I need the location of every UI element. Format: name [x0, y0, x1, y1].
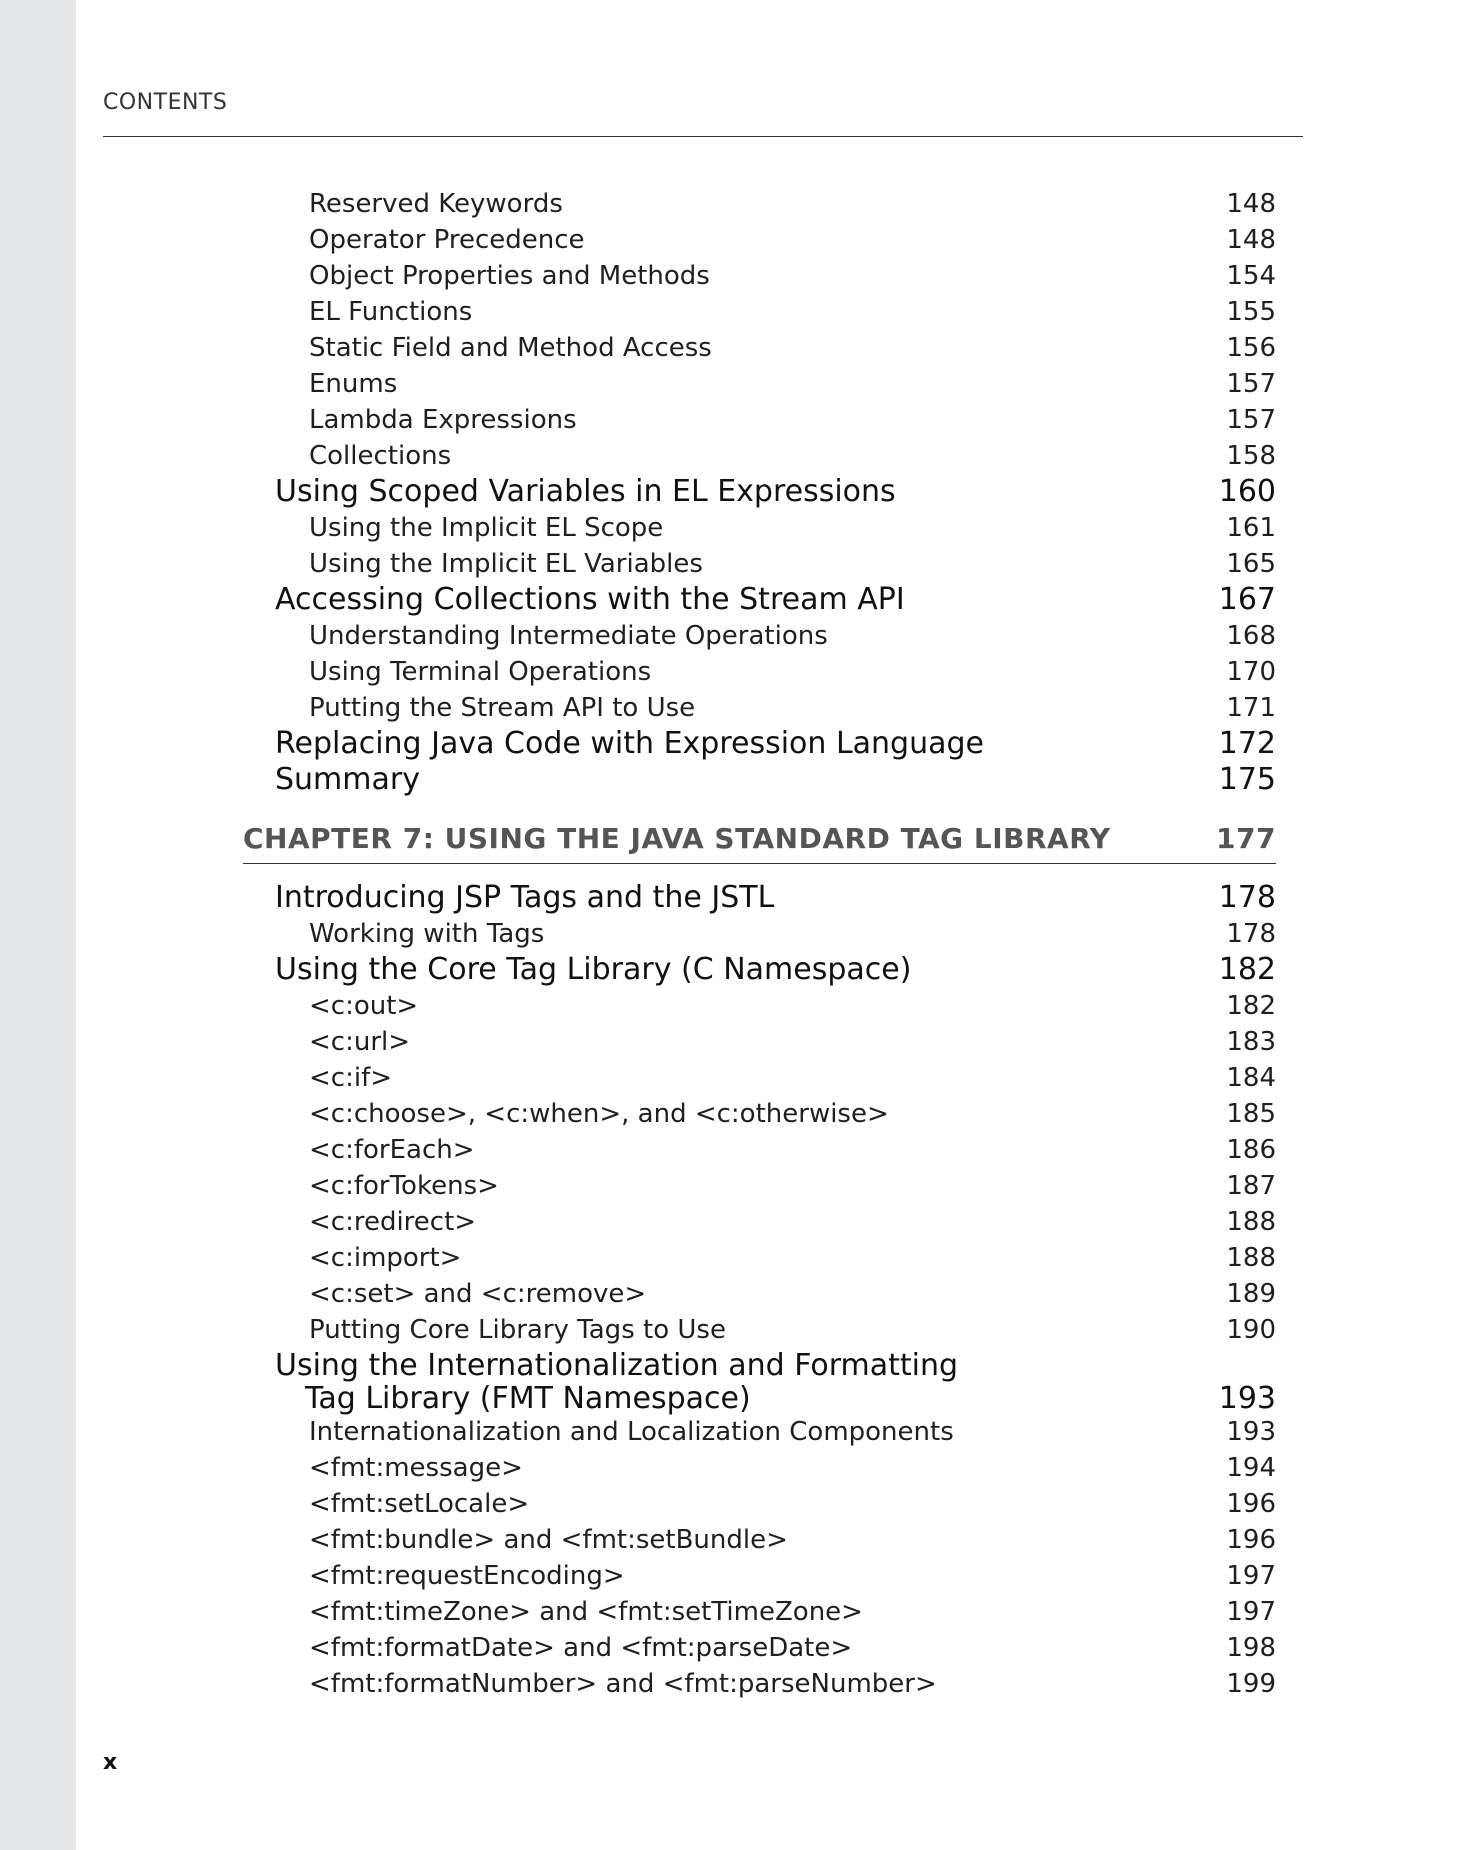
- toc-entry-page: 197: [1226, 1597, 1276, 1627]
- toc-entry-subsection[interactable]: [243, 1414, 1276, 1450]
- toc-entry-subsection[interactable]: [243, 1024, 1276, 1060]
- toc-entry-title: Reserved Keywords: [309, 189, 563, 219]
- toc-entry-subsection[interactable]: [243, 366, 1276, 402]
- toc-entry-page: 189: [1226, 1279, 1276, 1309]
- toc-entry-subsection[interactable]: [243, 546, 1276, 582]
- toc-entry-subsection[interactable]: [243, 1312, 1276, 1348]
- toc-entry-title: Operator Precedence: [309, 225, 585, 255]
- toc-entry-subsection[interactable]: [243, 1594, 1276, 1630]
- toc-entry-title: Internationalization and Localization Components: [309, 1417, 954, 1447]
- toc-entry-title: Object Properties and Methods: [309, 261, 710, 291]
- toc-entry-subsection[interactable]: [243, 258, 1276, 294]
- toc-entry-subsection[interactable]: [243, 186, 1276, 222]
- chapter-heading[interactable]: [243, 822, 1276, 864]
- toc-entry-subsection[interactable]: [243, 1558, 1276, 1594]
- toc-entry-subsection[interactable]: [243, 1240, 1276, 1276]
- toc-entry-page: 198: [1226, 1633, 1276, 1663]
- toc-entry-subsection[interactable]: [243, 1060, 1276, 1096]
- toc-entry-title: <c:out>: [309, 991, 419, 1021]
- toc-entry-title: <fmt:timeZone> and <fmt:setTimeZone>: [309, 1597, 863, 1627]
- toc-entry-subsection[interactable]: [243, 1522, 1276, 1558]
- toc-entry-section[interactable]: [243, 474, 1276, 510]
- toc-entry-title: <c:redirect>: [309, 1207, 477, 1237]
- toc-entry-page: 170: [1226, 657, 1276, 687]
- toc-entry-section[interactable]: [243, 762, 1276, 798]
- toc-entry-page: 183: [1226, 1027, 1276, 1057]
- toc-entry-title: Using the Internationalization and Formatting: [275, 1348, 959, 1383]
- toc-entry-title: <c:forEach>: [309, 1135, 475, 1165]
- toc-entry-page: 196: [1226, 1525, 1276, 1555]
- table-of-contents: [243, 186, 1276, 1702]
- running-head: CONTENTS: [103, 90, 228, 115]
- toc-entry-title: Replacing Java Code with Expression Language: [275, 726, 984, 761]
- toc-entry-subsection[interactable]: [243, 1132, 1276, 1168]
- toc-entry-title: <fmt:setLocale>: [309, 1489, 530, 1519]
- toc-entry-page: 184: [1226, 1063, 1276, 1093]
- toc-entry-page: 193: [1226, 1417, 1276, 1447]
- toc-entry-title: <fmt:bundle> and <fmt:setBundle>: [309, 1525, 788, 1555]
- toc-entry-page: 199: [1226, 1669, 1276, 1699]
- toc-entry-title: Lambda Expressions: [309, 405, 577, 435]
- toc-section-top: [243, 186, 1276, 798]
- toc-entry-title: <fmt:requestEncoding>: [309, 1561, 625, 1591]
- toc-entry-subsection[interactable]: [243, 438, 1276, 474]
- toc-entry-page: 182: [1226, 991, 1276, 1021]
- toc-entry-page: 165: [1226, 549, 1276, 579]
- toc-entry-page: 187: [1226, 1171, 1276, 1201]
- toc-entry-subsection[interactable]: [243, 1168, 1276, 1204]
- toc-entry-subsection[interactable]: [243, 618, 1276, 654]
- toc-entry-page: 188: [1226, 1243, 1276, 1273]
- toc-entry-title: Using the Implicit EL Scope: [309, 513, 664, 543]
- toc-entry-subsection[interactable]: [243, 1666, 1276, 1702]
- toc-entry-page: 193: [1218, 1381, 1276, 1416]
- toc-entry-subsection[interactable]: [243, 1096, 1276, 1132]
- toc-entry-subsection[interactable]: [243, 654, 1276, 690]
- toc-entry-page: 158: [1226, 441, 1276, 471]
- toc-entry-page: 175: [1218, 762, 1276, 797]
- toc-entry-page: 160: [1218, 474, 1276, 509]
- toc-entry-page: 157: [1226, 369, 1276, 399]
- toc-entry-page: 156: [1226, 333, 1276, 363]
- toc-entry-section[interactable]: [243, 726, 1276, 762]
- toc-entry-page: 154: [1226, 261, 1276, 291]
- toc-entry-title: Static Field and Method Access: [309, 333, 712, 363]
- toc-entry-page: 190: [1226, 1315, 1276, 1345]
- toc-entry-title: Using the Implicit EL Variables: [309, 549, 703, 579]
- toc-entry-title: Understanding Intermediate Operations: [309, 621, 828, 651]
- toc-entry-title: Introducing JSP Tags and the JSTL: [275, 880, 775, 915]
- toc-entry-title: <fmt:message>: [309, 1453, 523, 1483]
- toc-entry-title: <c:if>: [309, 1063, 393, 1093]
- toc-entry-page: 178: [1226, 919, 1276, 949]
- chapter-title: CHAPTER 7: USING THE JAVA STANDARD TAG LIBRARY: [243, 822, 1111, 855]
- toc-entry-title: Summary: [275, 762, 420, 797]
- toc-entry-title: Working with Tags: [309, 919, 545, 949]
- toc-entry-page: 157: [1226, 405, 1276, 435]
- toc-entry-subsection[interactable]: [243, 1486, 1276, 1522]
- toc-entry-title: Enums: [309, 369, 398, 399]
- toc-entry-title: Using Scoped Variables in EL Expressions: [275, 474, 896, 509]
- toc-entry-subsection[interactable]: [243, 402, 1276, 438]
- toc-entry-title: Collections: [309, 441, 452, 471]
- toc-entry-section[interactable]: [243, 582, 1276, 618]
- header-rule: [103, 136, 1303, 137]
- toc-entry-subsection[interactable]: [243, 1630, 1276, 1666]
- toc-entry-page: 182: [1218, 952, 1276, 987]
- toc-entry-title: Using the Core Tag Library (C Namespace): [275, 952, 912, 987]
- toc-entry-page: 167: [1218, 582, 1276, 617]
- toc-entry-title: EL Functions: [309, 297, 473, 327]
- page-number: x: [103, 1750, 118, 1775]
- toc-entry-subsection[interactable]: [243, 222, 1276, 258]
- toc-entry-page: 178: [1218, 880, 1276, 915]
- toc-entry-title: Accessing Collections with the Stream API: [275, 582, 905, 617]
- toc-section-chapter: [243, 880, 1276, 1702]
- toc-entry-page: 168: [1226, 621, 1276, 651]
- toc-entry-title: Putting Core Library Tags to Use: [309, 1315, 726, 1345]
- toc-entry-subsection[interactable]: [243, 330, 1276, 366]
- toc-entry-title: <c:url>: [309, 1027, 411, 1057]
- toc-entry-title: Using Terminal Operations: [309, 657, 652, 687]
- toc-entry-title: <fmt:formatDate> and <fmt:parseDate>: [309, 1633, 853, 1663]
- toc-entry-title-continued: [275, 1381, 1276, 1416]
- toc-entry-title-line2: Tag Library (FMT Namespace): [305, 1381, 751, 1416]
- toc-entry-subsection[interactable]: [243, 1204, 1276, 1240]
- toc-entry-title: <c:choose>, <c:when>, and <c:otherwise>: [309, 1099, 889, 1129]
- chapter-page: 177: [1216, 822, 1276, 855]
- toc-entry-page: 155: [1226, 297, 1276, 327]
- toc-entry-page: 161: [1226, 513, 1276, 543]
- toc-entry-title: <c:set> and <c:remove>: [309, 1279, 647, 1309]
- toc-entry-page: 185: [1226, 1099, 1276, 1129]
- toc-entry-title: <c:import>: [309, 1243, 462, 1273]
- toc-entry-subsection[interactable]: [243, 1276, 1276, 1312]
- toc-entry-subsection[interactable]: [243, 916, 1276, 952]
- toc-entry-section[interactable]: [243, 952, 1276, 988]
- toc-entry-subsection[interactable]: [243, 690, 1276, 726]
- toc-entry-section[interactable]: [243, 1348, 1276, 1414]
- toc-entry-title: <fmt:formatNumber> and <fmt:parseNumber>: [309, 1669, 937, 1699]
- toc-entry-subsection[interactable]: [243, 510, 1276, 546]
- page-margin-strip: [0, 0, 76, 1850]
- toc-entry-title: Putting the Stream API to Use: [309, 693, 696, 723]
- toc-entry-subsection[interactable]: [243, 294, 1276, 330]
- toc-entry-page: 194: [1226, 1453, 1276, 1483]
- toc-entry-subsection[interactable]: [243, 1450, 1276, 1486]
- toc-entry-section[interactable]: [243, 880, 1276, 916]
- toc-entry-page: 196: [1226, 1489, 1276, 1519]
- toc-entry-page: 172: [1218, 726, 1276, 761]
- toc-entry-page: 188: [1226, 1207, 1276, 1237]
- toc-entry-page: 171: [1226, 693, 1276, 723]
- toc-entry-page: 197: [1226, 1561, 1276, 1591]
- toc-entry-title: <c:forTokens>: [309, 1171, 499, 1201]
- toc-entry-subsection[interactable]: [243, 988, 1276, 1024]
- toc-entry-page: 186: [1226, 1135, 1276, 1165]
- toc-entry-page: 148: [1226, 225, 1276, 255]
- toc-entry-page: 148: [1226, 189, 1276, 219]
